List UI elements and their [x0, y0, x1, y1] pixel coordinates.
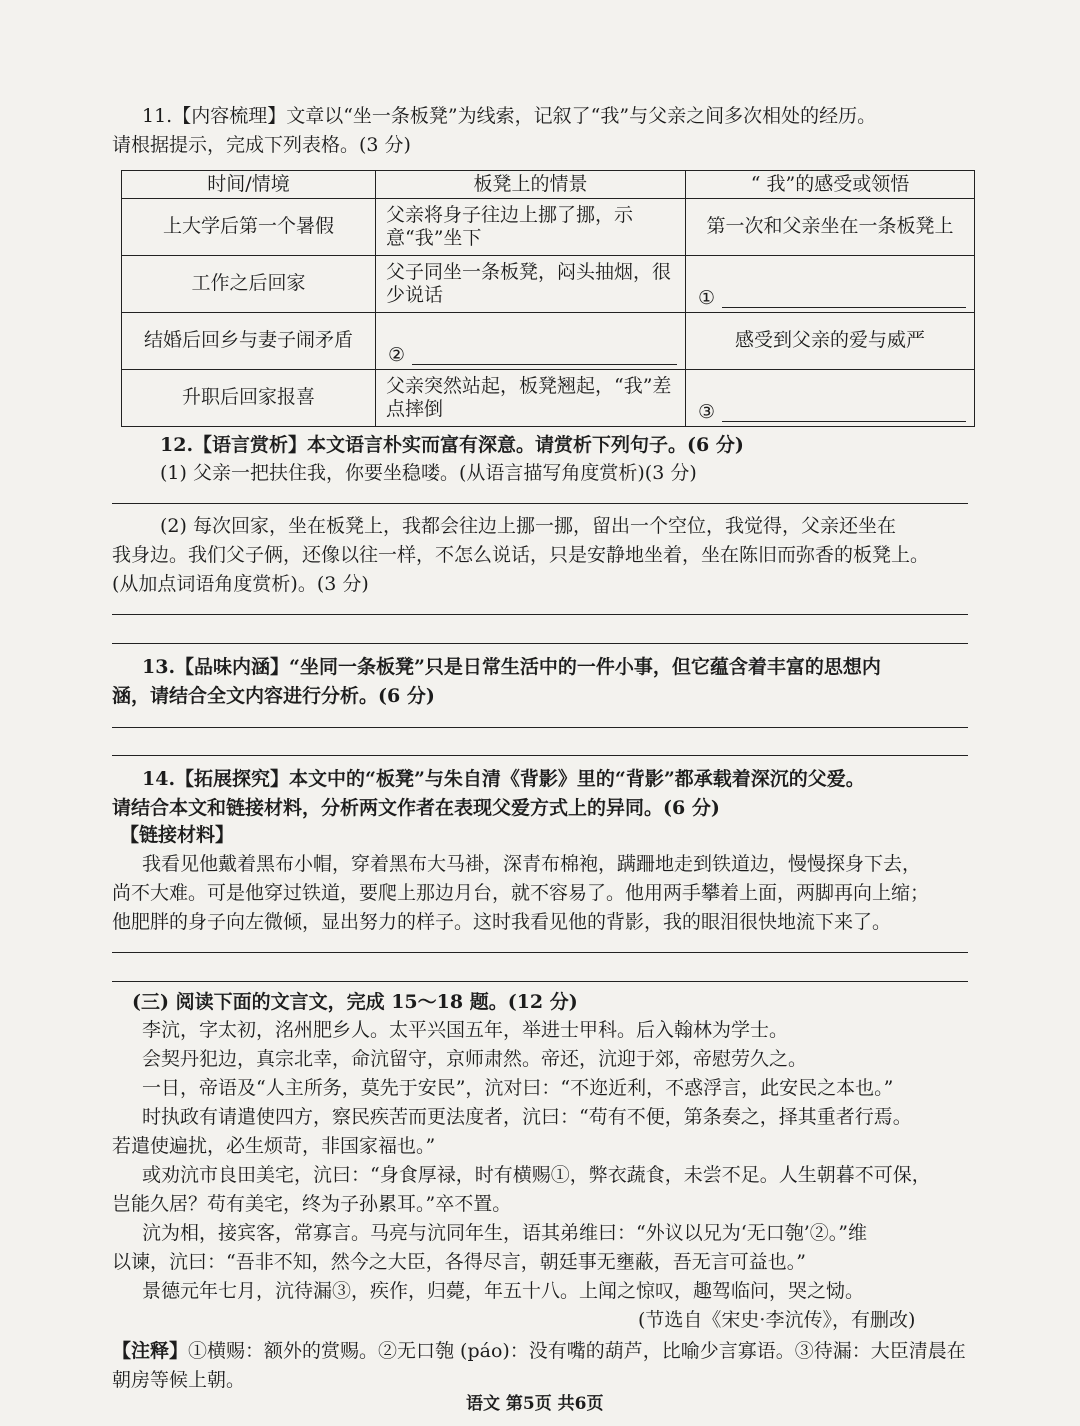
answer-line[interactable]: [112, 727, 968, 728]
link-material-line1: 我看见他戴着黑布小帽，穿着黑布大马褂，深青布棉袍，蹒跚地走到铁道边，慢慢探身下去，: [142, 853, 922, 875]
table-row: [122, 312, 975, 369]
experience-table: [121, 170, 975, 427]
passage-line: 李沆，字太初，洺州肥乡人。太平兴国五年，举进士甲科。后入翰林为学士。: [142, 1019, 789, 1041]
section3-title: (三) 阅读下面的文言文，完成 15～18 题。(12 分): [132, 991, 578, 1013]
passage-line: 若遣使遍扰，必生烦苛，非国家福也。”: [112, 1135, 436, 1157]
q13-line2: 涵，请结合全文内容进行分析。(6 分): [112, 685, 435, 707]
annotation-block: [112, 1337, 968, 1395]
table-cell-situation: 上大学后第一个暑假: [122, 198, 376, 255]
blank-underline: [722, 307, 966, 308]
answer-line[interactable]: [112, 981, 968, 982]
link-material-line3: 他肥胖的身子向左微倾，显出努力的样子。这时我看见他的背影，我的眼泪很快地流下来了。: [112, 911, 892, 933]
table-row: [122, 369, 975, 426]
link-material-title: 【链接材料】: [120, 824, 235, 846]
answer-blank-1[interactable]: [686, 255, 975, 312]
q11-line1: 11.【内容梳理】文章以“坐一条板凳”为线索，记叙了“我”与父亲之间多次相处的经历。: [142, 105, 877, 127]
q12-sub2-line1: (2) 每次回家，坐在板凳上，我都会往边上挪一挪，留出一个空位，我觉得，父亲还坐在: [160, 515, 896, 537]
passage-source: (节选自《宋史·李沆传》，有删改): [638, 1309, 916, 1331]
answer-line[interactable]: [112, 952, 968, 953]
q13-line1: 13.【品味内涵】“坐同一条板凳”只是日常生活中的一件小事，但它蕴含着丰富的思想内: [142, 656, 881, 678]
table-cell-scene: 父亲突然站起，板凳翘起，“我”差点摔倒: [376, 369, 686, 426]
table-cell-scene: 父亲将身子往边上挪了挪，示意“我”坐下: [376, 198, 686, 255]
q14-line2: 请结合本文和链接材料，分析两文作者在表现父爱方式上的异同。(6 分): [112, 797, 720, 819]
passage-line: 景德元年七月，沆待漏③，疾作，归薨，年五十八。上闻之惊叹，趣驾临问，哭之恸。: [142, 1280, 865, 1302]
passage-line: 会契丹犯边，真宗北幸，命沆留守，京师肃然。帝还，沆迎于郊，帝慰劳久之。: [142, 1048, 808, 1070]
table-cell-situation: 升职后回家报喜: [122, 369, 376, 426]
passage-line: 或劝沆市良田美宅，沆曰：“身食厚禄，时有横赐①，弊衣蔬食，未尝不足。人生朝暮不可保，: [142, 1164, 931, 1186]
blank-marker: ③: [698, 401, 716, 423]
table-cell-scene: 父子同坐一条板凳，闷头抽烟，很少说话: [376, 255, 686, 312]
answer-line[interactable]: [112, 755, 968, 756]
table-cell-situation: 工作之后回家: [122, 255, 376, 312]
table-cell-situation: 结婚后回乡与妻子闹矛盾: [122, 312, 376, 369]
passage-line: 沆为相，接宾客，常寡言。马亮与沆同年生，语其弟维曰：“外议以兄为‘无口匏’②。”维: [142, 1222, 868, 1244]
answer-line[interactable]: [112, 614, 968, 615]
answer-blank-2[interactable]: [376, 312, 686, 369]
page-footer: 语文 第5页 共6页: [466, 1394, 604, 1414]
q12-sub2-line2: 我身边。我们父子俩，还像以往一样，不怎么说话，只是安静地坐着，坐在陈旧而弥香的板凳上。: [112, 544, 930, 566]
q11-line2: 请根据提示，完成下列表格。(3 分): [112, 134, 411, 156]
q12-title: 12.【语言赏析】本文语言朴实而富有深意。请赏析下列句子。(6 分): [160, 434, 744, 456]
table-row: [122, 198, 975, 255]
q12-sub1: (1) 父亲一把扶住我，你要坐稳喽。(从语言描写角度赏析)(3 分): [160, 462, 697, 484]
passage-line: 时执政有请遣使四方，察民疾苦而更法度者，沆曰：“苟有不便，第条奏之，择其重者行焉。: [142, 1106, 912, 1128]
annotation-label: 【注释】: [112, 1340, 189, 1362]
passage-line: 一日，帝语及“人主所务，莫先于安民”，沆对曰：“不迩近利，不惑浮言，此安民之本也。”: [142, 1077, 894, 1099]
table-header-feeling: “ 我”的感受或领悟: [686, 171, 975, 199]
annotation-text: ①横赐：额外的赏赐。②无口匏 (páo)：没有嘴的葫芦，比喻少言寡语。③待漏：大臣清晨在朝房等候上朝。: [112, 1340, 966, 1391]
passage-line: 以谏，沆曰：“吾非不知，然今之大臣，各得尽言，朝廷事无壅蔽，吾无言可益也。”: [112, 1251, 806, 1273]
passage-line: 岂能久居？苟有美宅，终为子孙累耳。”卒不置。: [112, 1193, 512, 1215]
q14-line1: 14.【拓展探究】本文中的“板凳”与朱自清《背影》里的“背影”都承载着深沉的父爱。: [142, 768, 865, 790]
answer-line[interactable]: [112, 643, 968, 644]
blank-underline: [722, 421, 966, 422]
table-header-scene: 板凳上的情景: [376, 171, 686, 199]
blank-marker: ②: [388, 343, 406, 366]
table-cell-feeling: 感受到父亲的爱与威严: [686, 312, 975, 369]
table-row: [122, 255, 975, 312]
answer-line[interactable]: [112, 503, 968, 504]
q12-sub2-line3: (从加点词语角度赏析)。(3 分): [112, 573, 369, 595]
blank-underline: [412, 364, 677, 365]
link-material-line2: 尚不大难。可是他穿过铁道，要爬上那边月台，就不容易了。他用两手攀着上面，两脚再向上缩；: [112, 882, 930, 904]
answer-blank-3[interactable]: [686, 369, 975, 426]
table-cell-feeling: 第一次和父亲坐在一条板凳上: [686, 198, 975, 255]
blank-marker: ①: [698, 286, 716, 309]
table-header-situation: 时间/情境: [122, 171, 376, 199]
